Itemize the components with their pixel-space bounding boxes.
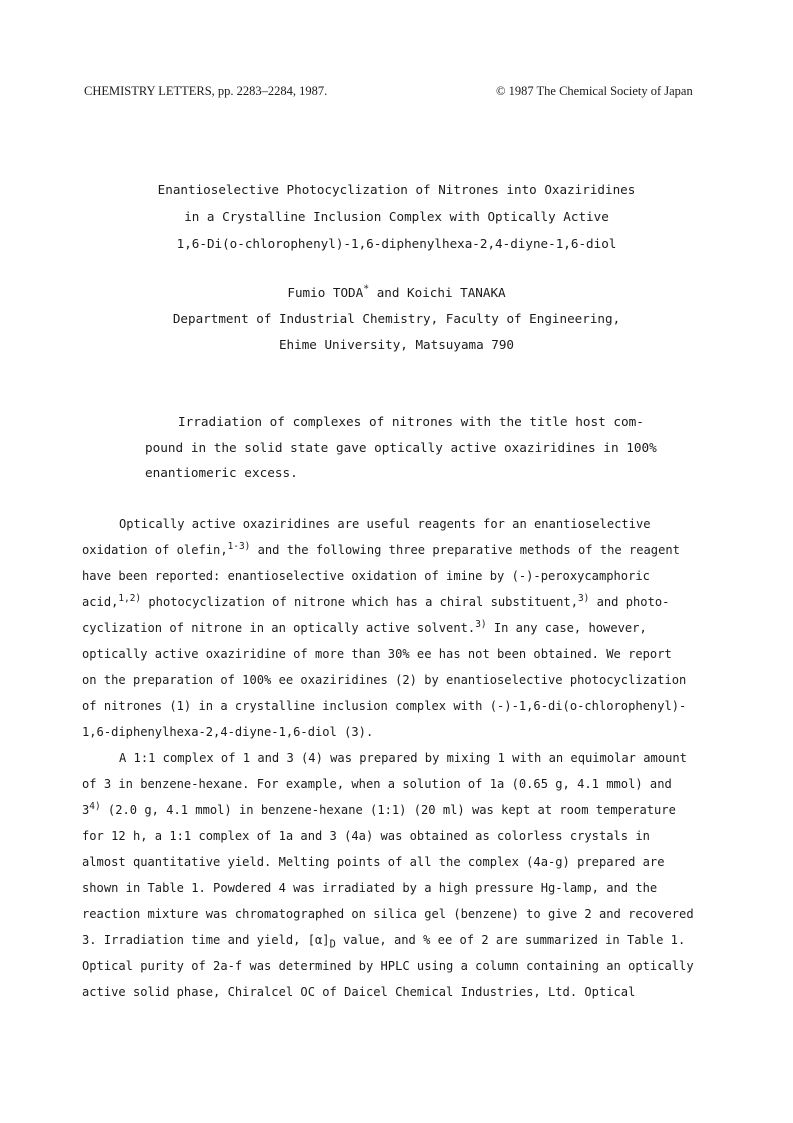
abstract-line-2: pound in the solid state gave optically active oxaziridines in 100%	[145, 440, 657, 455]
para2-line-4: for 12 h, a 1:1 complex of 1a and 3 (4a) was obtained as colorless crystals in	[82, 829, 650, 843]
author-1: Fumio TODA	[287, 285, 364, 300]
corresponding-author-mark: *	[363, 283, 370, 295]
journal-citation: CHEMISTRY LETTERS, pp. 2283–2284, 1987.	[84, 84, 328, 98]
copyright-notice: © 1987 The Chemical Society of Japan	[496, 84, 693, 98]
para2-line-8: 3. Irradiation time and yield, $[\alpha]_D$ value, and % ee of 2 are summarized in Table 1.	[82, 933, 686, 951]
para1-line-4: acid,$^{1,2)}$ photocyclization of nitrone which has a chiral substituent,$^{3)}$ and photo-	[82, 592, 670, 609]
para1-line-8: of nitrones (1) in a crystalline inclusion complex with (-)-1,6-di(o-chlorophenyl)-	[82, 699, 687, 713]
citation-ref: 4)	[89, 800, 101, 812]
para2-line-3: 3$^{4)}$ (2.0 g, 4.1 mmol) in benzene-hexane (1:1) (20 ml) was kept at room temperature	[82, 800, 676, 817]
para1-line-5: cyclization of nitrone in an optically active solvent.$^{3)}$ In any case, however,	[82, 618, 647, 635]
citation-ref: 1,2)	[118, 592, 142, 604]
citation-ref: 1-3)	[227, 540, 251, 552]
para1-line-7: on the preparation of 100% ee oxaziridines (2) by enantioselective photocyclization	[82, 673, 687, 687]
affiliation: Department of Industrial Chemistry, Faculty of Engineering,	[172, 311, 621, 326]
title-line-1: Enantioselective Photocyclization of Nitrones into Oxaziridines	[157, 182, 636, 197]
abstract-line-3: enantiomeric excess.	[145, 465, 298, 480]
para1-line-6: optically active oxaziridine of more than 30% ee has not been obtained. We report	[82, 647, 672, 661]
address: Ehime University, Matsuyama 790	[278, 337, 515, 352]
citation-ref: 3)	[475, 618, 487, 630]
para1-line-3: have been reported: enantioselective oxidation of imine by (-)-peroxycamphoric	[82, 569, 650, 583]
sodium-d-line-subscript: D	[329, 938, 336, 951]
para1-line-9: 1,6-diphenylhexa-2,4-diyne-1,6-diol (3).	[82, 725, 374, 739]
abstract-line-1: Irradiation of complexes of nitrones with the title host com-	[178, 414, 644, 429]
author-2: and Koichi TANAKA	[369, 285, 506, 300]
para2-line-10: active solid phase, Chiralcel OC of Daicel Chemical Industries, Ltd. Optical	[82, 985, 636, 999]
para2-line-6: shown in Table 1. Powdered 4 was irradiated by a high pressure Hg-lamp, and the	[82, 881, 658, 895]
title-line-3: 1,6-Di(o-chlorophenyl)-1,6-diphenylhexa-2,4-diyne-1,6-diol	[176, 236, 617, 251]
para2-line-1: A 1:1 complex of 1 and 3 (4) was prepared by mixing 1 with an equimolar amount	[119, 751, 687, 765]
para2-line-5: almost quantitative yield. Melting points of all the complex (4a-g) prepared are	[82, 855, 665, 869]
citation-ref: 3)	[577, 592, 590, 604]
author-line	[0, 285, 793, 300]
para2-line-7: reaction mixture was chromatographed on silica gel (benzene) to give 2 and recovered	[82, 907, 694, 921]
title-line-2: in a Crystalline Inclusion Complex with Optically Active	[184, 209, 609, 224]
para1-line-1: Optically active oxaziridines are useful reagents for an enantioselective	[119, 517, 651, 531]
para2-line-2: of 3 in benzene-hexane. For example, when a solution of 1a (0.65 g, 4.1 mmol) and	[82, 777, 672, 791]
para2-line-9: Optical purity of 2a-f was determined by HPLC using a column containing an optically	[82, 959, 694, 973]
para1-line-2: oxidation of olefin,$^{1-3)}$ and the following three preparative methods of the reagent	[82, 540, 680, 557]
